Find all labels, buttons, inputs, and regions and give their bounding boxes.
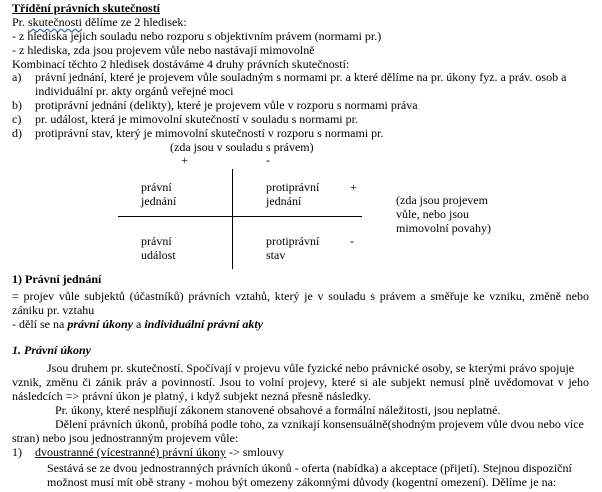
item-a-label: a)	[12, 70, 22, 84]
section-2-p4-line-2: možnost musí mít obě strany - mohou být omezeny zákonnými důvody (kogentní omezení). Dělíme je na:	[47, 475, 557, 489]
section-2-heading: 1. Právní úkony	[12, 343, 92, 357]
intro-line-3: - z hlediska, zda jsou projevem vůle nebo nastávají mimovolně	[12, 43, 315, 57]
diagram-q4-sign: -	[350, 234, 354, 248]
intro-line-2: - z hlediska jejich souladu nebo rozporu s objektivním právem (normami pr.)	[12, 29, 382, 43]
item-d-text: protiprávní stav, který je mimovolní skutečností v rozporu s normami pr.	[35, 126, 384, 140]
page-title: Třídění právních skutečností	[12, 1, 161, 15]
section-2-p1-line-1: Jsou druhem pr. skutečností. Spočívají v projevu vůle fyzické nebo právnické osoby, se kterými právo spojuje	[47, 361, 575, 375]
section-2-item-1-text: dvoustranné (vícestranné) právní úkony	[35, 445, 226, 459]
diagram-side-label: (zda jsou projevem vůle, nebo jsou mimovolní povahy)	[396, 193, 491, 235]
section-1-division	[12, 317, 263, 331]
section-2-p1-line-2: vznik, změnu či zánik práv a povinností. Jsou to volní projevy, které si ale subjekt nemusí plně uvědomovat v jeho	[12, 375, 589, 389]
diagram-horizontal-axis	[118, 216, 362, 217]
section-1-division-mid: a	[133, 317, 145, 331]
diagram-minus-top: -	[266, 153, 270, 167]
item-c-text: pr. událost, která je mimovolní skutečností v souladu s normami pr.	[35, 112, 358, 126]
diagram-q2-sign: +	[350, 180, 357, 194]
intro-line-1	[12, 15, 187, 29]
diagram-q2-label: protiprávní jednání	[266, 180, 320, 208]
diagram-q1-label: právní jednání	[141, 180, 177, 208]
section-1-division-pre: - dělí se na	[12, 317, 68, 331]
item-a-text: právní jednání, které je projevem vůle souladným s normami pr. a které dělíme na pr. úkony fyz. a práv. osob a	[35, 70, 567, 84]
section-2-p4-line-1: Sestává se ze dvou jednostranných právních úkonů - oferta (nabídka) a akceptace (přijetí). Stejnou dispoziční	[47, 461, 572, 475]
intro-line-4: Kombinací těchto 2 hledisek dostáváme 4 druhy právních skutečností:	[12, 57, 350, 71]
item-d-label: d)	[12, 126, 22, 140]
section-2-item-1-label: 1)	[12, 445, 22, 459]
diagram-q3-label: právní událost	[141, 234, 176, 262]
section-2-item-1-post: -> smlouvy	[225, 445, 285, 459]
section-1-heading: 1) Právní jednání	[12, 272, 102, 286]
item-c-label: c)	[12, 112, 22, 126]
diagram-q4-label: protiprávní stav	[266, 234, 320, 262]
section-2-p2: Pr. úkony, které nesplňují zákonem stanovené obsahové a formální náležitosti, jsou neplatné.	[55, 403, 501, 417]
diagram-top-label: (zda jsou v souladu s právem)	[170, 140, 314, 154]
section-2-item-1	[35, 445, 284, 459]
diagram-vertical-axis	[232, 169, 233, 269]
section-1-division-individual-acts: individuální právní akty	[144, 317, 264, 331]
intro-line-1-word: skutečnosti	[28, 15, 83, 29]
item-b-text: protiprávní jednání (delikty), které je projevem vůle v rozporu s normami práva	[35, 98, 418, 112]
intro-line-1-post: dělíme ze 2 hledisek:	[82, 15, 187, 29]
section-1-division-legal-acts: právní úkony	[67, 317, 133, 331]
section-1-definition-2: zániku pr. vztahu	[12, 303, 95, 317]
section-2-p3-line-2: stran) nebo jsou jednostranným projevem vůle:	[12, 431, 239, 445]
section-2-p1-line-3: následcích => právní úkon je platný, i když subjekt nezná přesně následky.	[12, 389, 371, 403]
item-b-label: b)	[12, 98, 22, 112]
item-a-text-2: individuální pr. akty orgánů veřejné moci	[35, 84, 234, 98]
section-1-definition-1: = projev vůle subjektů (účastníků) právních vztahů, který je v souladu s právem a směřuje ke vzniku, změně nebo	[12, 289, 589, 303]
section-2-p3-line-1: Dělení právních úkonů, probíhá podle toho, za vznikají konsensuálně(shodným projevem vůle dvou nebo více	[55, 417, 584, 431]
intro-line-1-pre: Pr.	[12, 15, 29, 29]
diagram-plus-top: +	[181, 153, 188, 167]
